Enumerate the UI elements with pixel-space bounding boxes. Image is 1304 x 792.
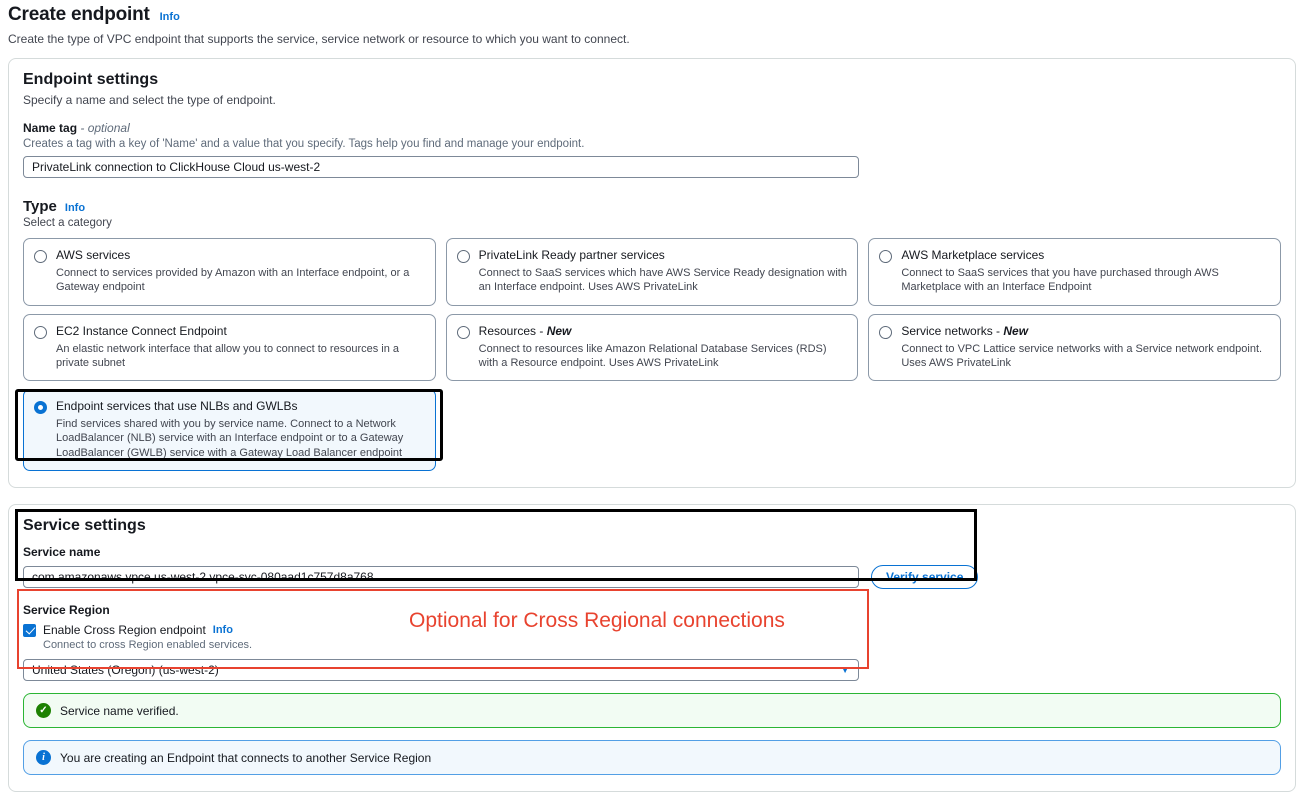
- type-option-description: Connect to services provided by Amazon with an Interface endpoint, or a Gateway endpoint: [56, 267, 410, 294]
- type-option-endpoint-services-nlb-gwlb[interactable]: [23, 389, 436, 471]
- type-option-privatelink-ready-partner-services[interactable]: [446, 238, 859, 306]
- type-label: Type: [23, 198, 57, 215]
- name-tag-label-text: Name tag: [23, 121, 78, 135]
- radio-icon[interactable]: [34, 250, 47, 263]
- radio-icon[interactable]: [457, 250, 470, 263]
- endpoint-settings-container: [8, 58, 1296, 488]
- service-region-label: Service Region: [23, 603, 110, 618]
- page-subtitle: Create the type of VPC endpoint that supports the service, service network or resource to which you want to connect.: [8, 32, 630, 46]
- type-option-aws-marketplace-services[interactable]: [868, 238, 1281, 306]
- radio-icon[interactable]: [457, 326, 470, 339]
- service-name-row: [23, 565, 1281, 589]
- page-info-link[interactable]: Info: [159, 11, 180, 23]
- type-option-label-text: Resources -: [478, 323, 547, 338]
- enable-cross-region-checkbox[interactable]: [23, 624, 36, 637]
- annotation-text-cross-region: Optional for Cross Regional connections: [409, 609, 785, 633]
- service-region-select[interactable]: [23, 659, 859, 681]
- type-option-description: Connect to SaaS services which have AWS Service Ready designation with an Interface endpoint. Uses AWS PrivateLink: [478, 267, 847, 294]
- alert-cross-region-endpoint: [23, 740, 1281, 775]
- type-option-label: PrivateLink Ready partner services: [478, 248, 665, 262]
- check-circle-icon: ✓: [36, 703, 51, 718]
- endpoint-settings-subheading: Specify a name and select the type of endpoint.: [23, 93, 276, 107]
- type-header: [23, 198, 1281, 215]
- type-option-description: Connect to VPC Lattice service networks with a Service network endpoint. Uses AWS PrivateLink: [901, 342, 1263, 369]
- service-settings-heading: Service settings: [23, 517, 146, 535]
- service-name-input[interactable]: com.amazonaws.vpce.us-west-2.vpce-svc-080aad1c757d8a768: [23, 566, 859, 588]
- name-tag-optional: - optional: [80, 121, 130, 135]
- type-option-label: AWS services: [56, 248, 131, 262]
- radio-icon[interactable]: [34, 401, 47, 414]
- type-option-description: Find services shared with you by service name. Connect to a Network LoadBalancer (NLB) service with an Interface endpoint or to a Gateway LoadBalancer (GWLB) service with a Gateway Load Balancer endpoint: [56, 418, 404, 459]
- alert-message: You are creating an Endpoint that connects to another Service Region: [60, 750, 432, 765]
- service-settings-container: [8, 504, 1296, 792]
- radio-icon[interactable]: [879, 326, 892, 339]
- type-option-description: An elastic network interface that allow you to connect to resources in a private subnet: [56, 342, 400, 369]
- enable-cross-region-label: Enable Cross Region endpoint: [43, 623, 206, 638]
- type-option-label: EC2 Instance Connect Endpoint: [56, 323, 227, 338]
- info-circle-icon: i: [36, 750, 51, 765]
- service-name-label: Service name: [23, 545, 101, 560]
- chevron-down-icon: ▼: [840, 664, 850, 676]
- service-region-select-value: United States (Oregon) (us-west-2): [32, 663, 219, 678]
- type-option-service-networks[interactable]: [868, 314, 1281, 382]
- page-title: Create endpoint: [8, 4, 150, 25]
- type-info-link[interactable]: Info: [64, 202, 86, 214]
- type-option-aws-services[interactable]: [23, 238, 436, 306]
- radio-icon[interactable]: [879, 250, 892, 263]
- type-option-label: AWS Marketplace services: [901, 248, 1045, 262]
- type-option-label-text: Service networks -: [901, 323, 1004, 338]
- type-option-new-badge: New: [1003, 323, 1029, 338]
- endpoint-settings-heading: Endpoint settings: [23, 71, 159, 88]
- enable-cross-region-row[interactable]: [23, 623, 1281, 637]
- type-option-label: [901, 324, 1270, 339]
- name-tag-input[interactable]: PrivateLink connection to ClickHouse Cloud us-west-2: [23, 156, 859, 178]
- cross-region-info-link[interactable]: Info: [212, 624, 233, 637]
- type-option-tiles: [23, 238, 1281, 471]
- name-tag-label: [23, 121, 1281, 135]
- verify-service-button[interactable]: Verify service: [871, 565, 978, 589]
- alert-message: Service name verified.: [60, 703, 179, 718]
- alert-service-name-verified: [23, 693, 1281, 728]
- type-option-description: Connect to SaaS services that you have purchased through AWS Marketplace with an Interface Endpoint: [901, 267, 1219, 294]
- name-tag-description: Creates a tag with a key of 'Name' and a value that you specify. Tags help you find and manage your endpoint.: [23, 138, 585, 150]
- type-option-new-badge: New: [546, 323, 572, 338]
- page-header: [8, 0, 1296, 46]
- radio-icon[interactable]: [34, 326, 47, 339]
- type-option-label: [479, 324, 848, 339]
- type-option-description: Connect to resources like Amazon Relational Database Services (RDS) with a Resource endpoint. Uses AWS PrivateLink: [478, 342, 827, 369]
- enable-cross-region-description: Connect to cross Region enabled services.: [43, 639, 253, 652]
- type-option-ec2-instance-connect-endpoint[interactable]: [23, 314, 436, 382]
- type-option-resources[interactable]: [446, 314, 859, 382]
- service-region-block: [23, 603, 1281, 681]
- type-description: Select a category: [23, 217, 112, 229]
- title-row: [8, 4, 1296, 26]
- type-option-label: Endpoint services that use NLBs and GWLBs: [56, 399, 298, 414]
